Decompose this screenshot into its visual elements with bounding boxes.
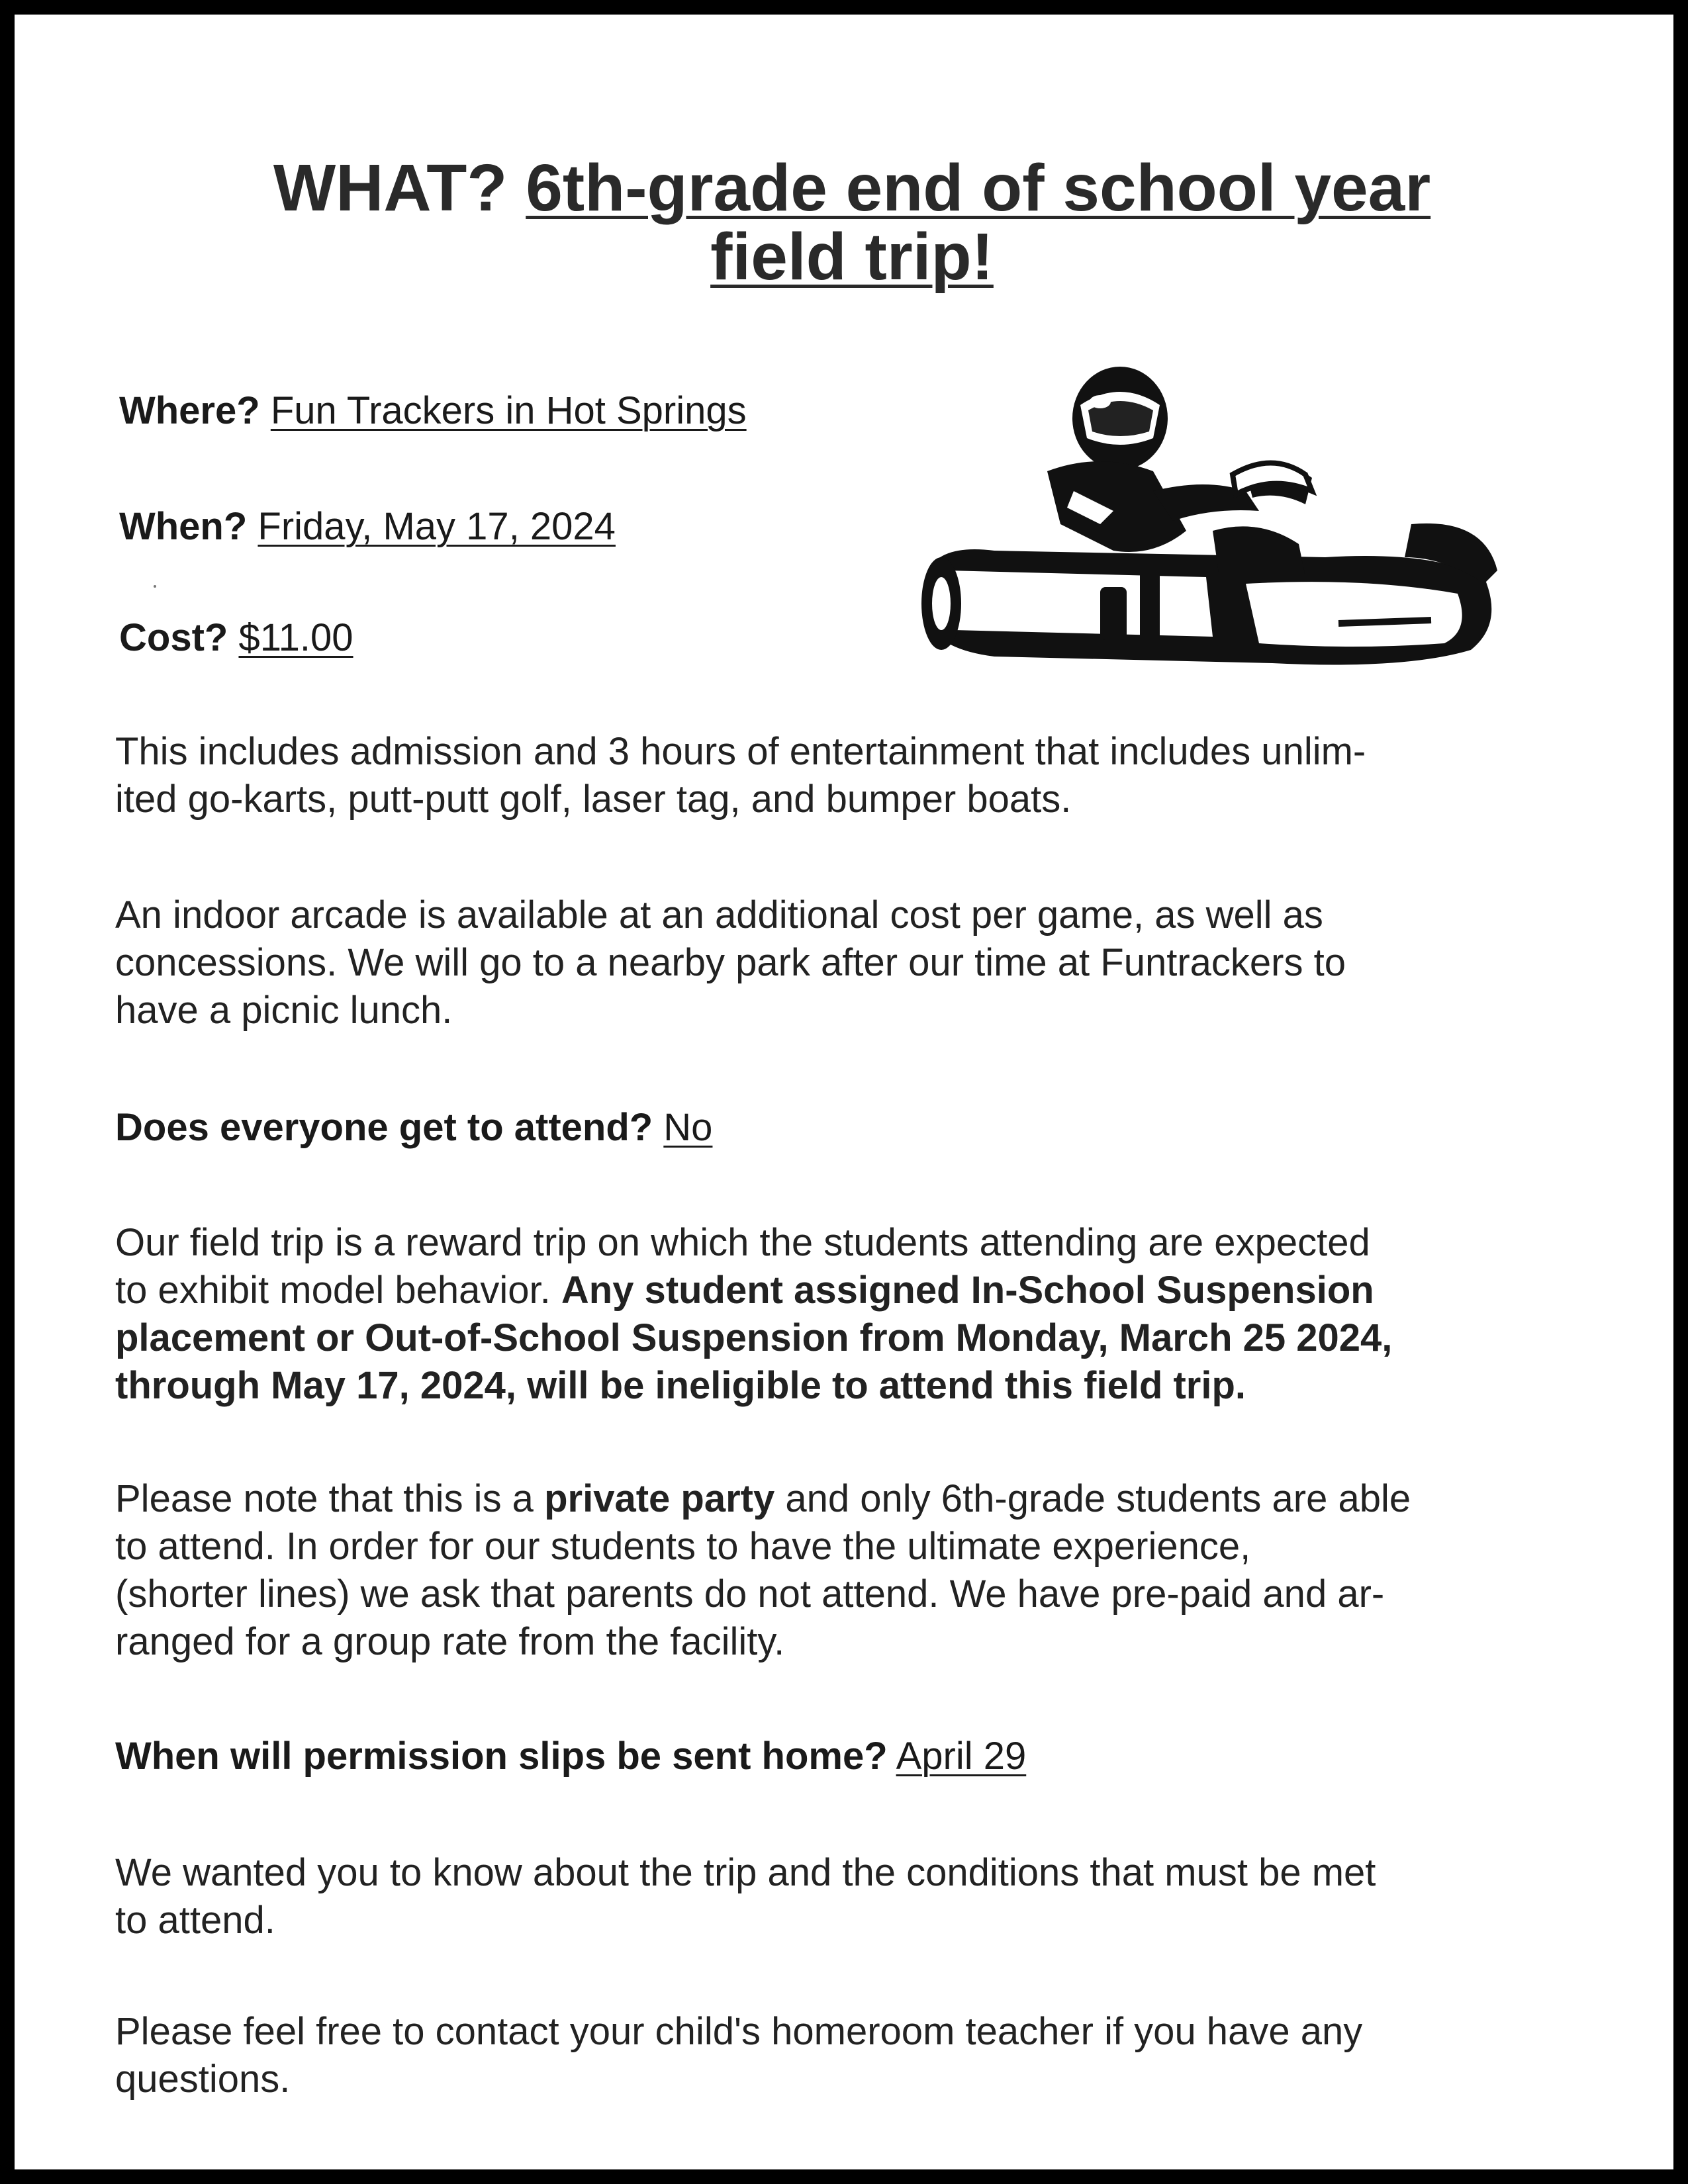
where-value: Fun Trackers in Hot Springs [270,389,747,432]
reward-line [115,1267,1598,1314]
contact-paragraph [115,2008,1598,2103]
title-line-2: field trip! [710,220,994,294]
arcade-paragraph [115,891,1598,1034]
permission-answer: April 29 [896,1735,1027,1778]
private-line [115,1475,1598,1523]
title-prefix: WHAT? [273,151,508,225]
reward-bold-line: through May 17, 2024, will be ineligible to attend this field trip. [115,1364,1246,1407]
cost-label: Cost? [119,616,228,659]
permission-question: When will permission slips be sent home? [115,1735,888,1778]
scan-speck [154,585,156,588]
includes-line: This includes admission and 3 hours of entertainment that includes unlim- [115,730,1366,773]
private-bold-text: private party [544,1477,775,1520]
attendance-answer: No [663,1106,713,1149]
conditions-line: to attend. [115,1899,275,1942]
where-row [119,388,747,433]
when-row [119,504,616,549]
private-text: Please note that this is a [115,1477,534,1520]
private-text: and only 6th-grade students are able [785,1477,1411,1520]
page-title [94,151,1610,294]
reward-bold-line: placement or Out-of-School Suspension from Monday, March 25 2024, [115,1316,1393,1359]
reward-paragraph [115,1219,1598,1410]
includes-paragraph [115,728,1598,823]
reward-bold-text: Any student assigned In-School Suspension [561,1269,1374,1312]
arcade-line: An indoor arcade is available at an additional cost per game, as well as [115,893,1323,936]
includes-line: ited go-karts, putt-putt golf, laser tag, and bumper boats. [115,778,1072,821]
attendance-row [115,1105,712,1150]
cost-value: $11.00 [238,616,353,659]
when-value: Friday, May 17, 2024 [258,505,616,548]
private-line: (shorter lines) we ask that parents do not attend. We have pre-paid and ar- [115,1572,1385,1615]
arcade-line: concessions. We will go to a nearby park after our time at Funtrackers to [115,941,1346,984]
reward-text: to exhibit model behavior. [115,1269,551,1312]
private-party-paragraph [115,1475,1598,1666]
conditions-line: We wanted you to know about the trip and the conditions that must be met [115,1851,1376,1894]
attendance-question: Does everyone get to attend? [115,1106,653,1149]
where-label: Where? [119,389,260,432]
title-line-1: 6th-grade end of school year [526,151,1431,225]
conditions-paragraph [115,1849,1598,1944]
private-line: ranged for a group rate from the facility. [115,1620,785,1663]
reward-line: Our field trip is a reward trip on which the students attending are expected [115,1221,1370,1264]
when-label: When? [119,505,248,548]
go-kart-icon [902,359,1517,690]
private-line: to attend. In order for our students to have the ultimate experience, [115,1525,1251,1568]
cost-row [119,615,353,660]
contact-line: questions. [115,2058,291,2101]
contact-line: Please feel free to contact your child's homeroom teacher if you have any [115,2010,1363,2053]
arcade-line: have a picnic lunch. [115,989,453,1032]
permission-row [115,1734,1026,1779]
